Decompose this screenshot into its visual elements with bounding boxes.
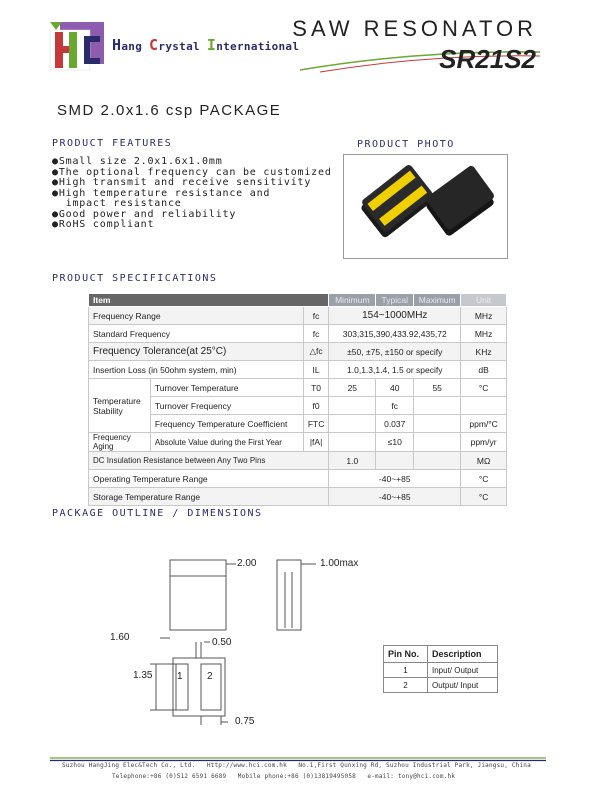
package-outline-drawing (100, 550, 380, 730)
pin-label-2: 2 (207, 671, 213, 682)
row-label: Absolute Value during the First Year (150, 433, 303, 452)
features-list (52, 157, 332, 231)
row-unit: dB (461, 361, 507, 379)
feature-item: ●Small size 2.0x1.6x1.0mm (52, 156, 223, 167)
row-value: -40~+85 (329, 470, 461, 488)
table-row (89, 379, 507, 397)
footer-divider (50, 749, 546, 755)
row-label: Insertion Loss (in 50ohm system, min) (89, 361, 304, 379)
table-row (89, 307, 507, 325)
row-unit: MHz (461, 307, 507, 325)
row-value: -40~+85 (329, 488, 461, 506)
row-symbol: fc (303, 307, 329, 325)
photo-heading: PRODUCT PHOTO (357, 139, 455, 150)
dim-pad-length: 1.35 (133, 670, 153, 681)
col-item: Item (89, 294, 329, 307)
table-row (89, 470, 507, 488)
row-min: 1.0 (329, 452, 376, 470)
feature-item: ●The optional frequency can be customized (52, 166, 332, 178)
col-description: Description (428, 646, 498, 663)
pin-header-row (384, 646, 498, 663)
row-value: 1.0,1.3,1.4, 1.5 or specify (329, 361, 461, 379)
row-label: Turnover Frequency (150, 397, 303, 415)
group-label-aging: Frequency Aging (89, 433, 151, 452)
company-name (112, 36, 299, 54)
feature-item: ●High transmit and receive sensitivity (52, 177, 312, 188)
row-unit: MΩ (461, 452, 507, 470)
row-label: DC Insulation Resistance between Any Two Pins (89, 452, 329, 470)
table-row (384, 663, 498, 678)
row-symbol: IL (303, 361, 329, 379)
row-max: 55 (414, 379, 461, 397)
col-minimum: Minimum (329, 294, 376, 307)
col-pin-no: Pin No. (384, 646, 428, 663)
row-label: Storage Temperature Range (89, 488, 329, 506)
row-symbol: FTC (303, 415, 329, 433)
row-value: 303,315,390,433.92,435,72 (329, 325, 461, 343)
row-symbol: |fA| (303, 433, 329, 452)
row-unit: °C (461, 470, 507, 488)
row-label: Standard Frequency (89, 325, 304, 343)
row-value: 154~1000MHz (329, 307, 461, 325)
col-typical: Typical (376, 294, 414, 307)
feature-item: ●Good power and reliability (52, 208, 237, 220)
row-label: Operating Temperature Range (89, 470, 329, 488)
row-label: Frequency Tolerance(at 25°C) (89, 343, 304, 361)
table-row (89, 433, 507, 452)
col-unit: Unit (461, 294, 507, 307)
company-name-nternational: nternational (216, 40, 300, 53)
dim-pad-width: 0.75 (235, 716, 255, 727)
table-row (89, 325, 507, 343)
dim-length: 1.60 (110, 632, 130, 643)
row-symbol: T0 (303, 379, 329, 397)
group-label-temperature: Temperature Stability (89, 379, 151, 433)
row-typ: 40 (376, 379, 414, 397)
company-name-h: H (112, 36, 122, 54)
row-symbol: f0 (303, 397, 329, 415)
product-type: SAW RESONATOR (292, 16, 537, 41)
table-row (89, 361, 507, 379)
company-name-ang: ang (121, 40, 150, 53)
feature-item: ●RoHS compliant (52, 219, 155, 230)
table-row (89, 343, 507, 361)
product-photo (343, 154, 508, 259)
row-label: Turnover Temperature (150, 379, 303, 397)
row-symbol: △fc (303, 343, 329, 361)
row-value: ±50, ±75, ±150 or specify (329, 343, 461, 361)
row-typ: fc (376, 397, 414, 415)
row-min: 25 (329, 379, 376, 397)
row-label: Frequency Temperature Coefficient (150, 415, 303, 433)
row-unit: MHz (461, 325, 507, 343)
features-heading: PRODUCT FEATURES (52, 138, 173, 149)
pin-no: 2 (384, 678, 428, 693)
feature-item: ●High temperature resistance and (52, 187, 271, 199)
pin-label-1: 1 (177, 671, 183, 682)
table-row (89, 415, 507, 433)
specs-heading: PRODUCT SPECIFICATIONS (52, 273, 218, 284)
col-maximum: Maximum (414, 294, 461, 307)
company-name-i: I (206, 36, 217, 54)
table-row (89, 488, 507, 506)
row-unit: °C (461, 488, 507, 506)
company-logo (48, 18, 106, 74)
outline-heading: PACKAGE OUTLINE / DIMENSIONS (52, 508, 263, 519)
spec-table (88, 293, 507, 506)
footer-contact-info: Telephone:+86 (0)512 6591 6689 Mobile phone:+86 (0)13819495058 e-mail: tony@hci.com.hk (112, 773, 456, 780)
table-row (89, 397, 507, 415)
row-typ: ≤10 (376, 433, 414, 452)
company-name-c: C (149, 36, 159, 54)
row-typ: 0.037 (376, 415, 414, 433)
row-unit: °C (461, 379, 507, 397)
table-row (89, 452, 507, 470)
table-row (384, 678, 498, 693)
pin-description: Input/ Output (428, 663, 498, 678)
row-label: Frequency Range (89, 307, 304, 325)
pin-table (383, 645, 498, 693)
row-unit: ppm/yr (461, 433, 507, 452)
feature-item: impact resistance (52, 198, 182, 209)
row-unit: ppm/°C (461, 415, 507, 433)
dim-pad-gap: 0.50 (212, 637, 232, 648)
model-number: SR21S2 (439, 44, 536, 74)
footer-company-info: Suzhou HangJing Elec&Tech Co., Ltd. Http://www.hci.com.hk No.1,First Qunxing Rd, Suzhou Industrial Park, Jiangsu, China (62, 762, 531, 769)
pin-no: 1 (384, 663, 428, 678)
package-title: SMD 2.0x1.6 csp PACKAGE (57, 102, 282, 119)
pin-description: Output/ Input (428, 678, 498, 693)
dim-height-max: 1.00max (320, 558, 359, 569)
spec-header-row (89, 294, 507, 307)
row-unit: KHz (461, 343, 507, 361)
dim-width: 2.00 (237, 558, 257, 569)
company-name-rystal: rystal (158, 40, 207, 53)
row-symbol: fc (303, 325, 329, 343)
